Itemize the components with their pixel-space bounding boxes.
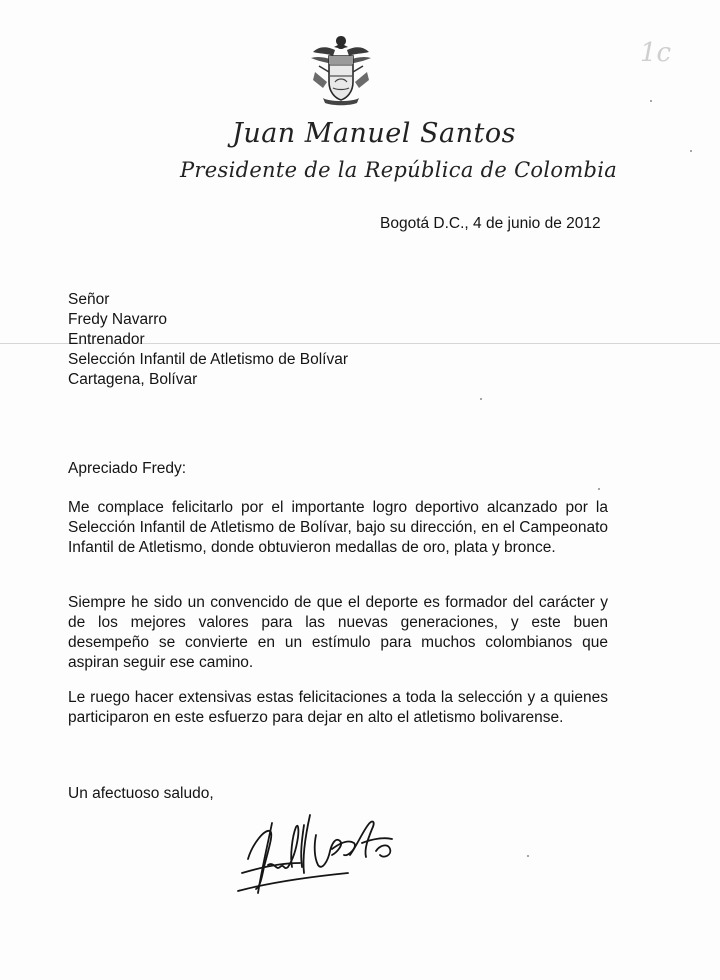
recipient-name: Fredy Navarro [68, 311, 168, 328]
recipient-address [68, 290, 348, 390]
scan-speck [480, 398, 482, 400]
scan-speck [527, 855, 529, 857]
salutation: Apreciado Fredy: [68, 460, 187, 477]
scan-speck [650, 100, 652, 102]
body-paragraph: Siempre he sido un convencido de que el deporte es formador del carácter y de los mejores valores para las nuevas generaciones, y este buen desempeño se convierte en un estímulo para muchos colombianos que aspiran seguir ese camino. [68, 594, 608, 671]
corner-mark: 1c [640, 38, 672, 68]
body-paragraph: Le ruego hacer extensivas estas felicitaciones a toda la selección y a quienes participaron en este esfuerzo para dejar en alto el atletismo bolivarense. [68, 689, 608, 726]
recipient-role: Entrenador [68, 331, 145, 348]
recipient-city: Cartagena, Bolívar [68, 371, 198, 388]
closing: Un afectuoso saludo, [68, 785, 214, 802]
letterhead-name: Juan Manuel Santos [232, 118, 516, 149]
body-paragraph: Me complace felicitarlo por el importante logro deportivo alcanzado por la Selección Infantil de Atletismo de Bolívar, bajo su dirección, en el Campeonato Infantil de Atletismo, donde obtuvieron medallas de oro, plata y bronce. [68, 499, 608, 556]
scan-speck [690, 150, 692, 152]
recipient-honorific: Señor [68, 291, 110, 308]
handwritten-signature-icon [212, 795, 422, 905]
colombia-coat-of-arms-icon [305, 32, 377, 108]
scan-speck [598, 488, 600, 490]
recipient-organization: Selección Infantil de Atletismo de Bolívar [68, 351, 349, 368]
letterhead-title: Presidente de la República de Colombia [180, 158, 618, 182]
date-line: Bogotá D.C., 4 de junio de 2012 [380, 215, 601, 232]
